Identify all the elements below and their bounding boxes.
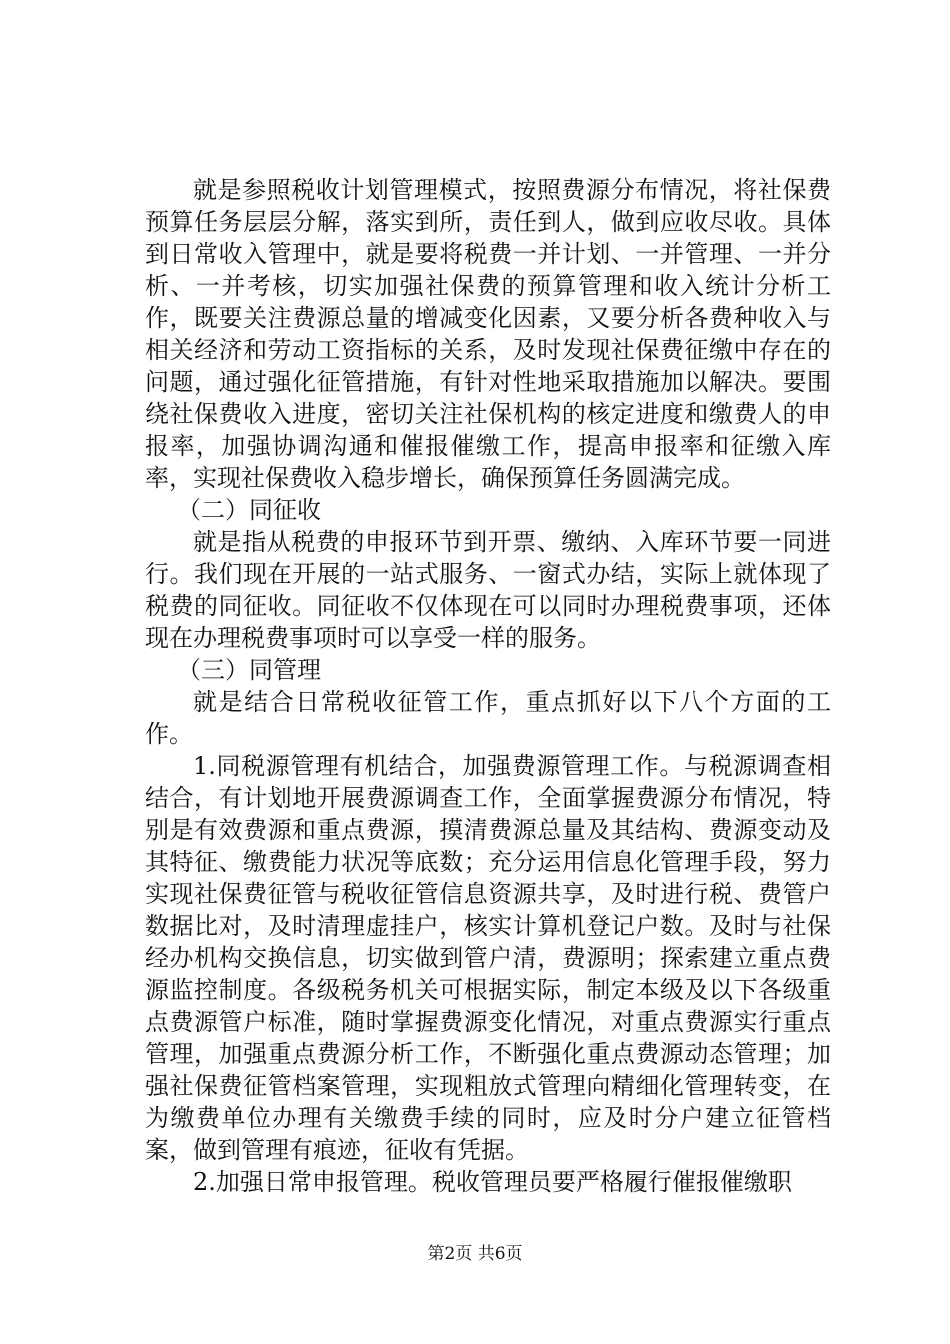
paragraph-item-1: 1.同税源管理有机结合，加强费源管理工作。与税源调查相结合，有计划地开展费源调查工作，全面掌握费源分布情况，特别是有效费源和重点费源，摸清费源总量及其结构、费源变动及其特征、缴费能力状况等底数；充分运用信息化管理手段，努力实现社保费征管与税收征管信息资源共享，及时进行税、费管户数据比对，及时清理虚挂户，核实计算机登记户数。及时与社保经办机构交换信息，切实做到管户清，费源明；探索建立重点费源监控制度。各级税务机关可根据实际，制定本级及以下各级重点费源管户标准，随时掌握费源变化情况，对重点费源实行重点管理，加强重点费源分析工作，不断强化重点费源动态管理；加强社保费征管档案管理，实现粗放式管理向精细化管理转变，在为缴费单位办理有关缴费手续的同时，应及时分户建立征管档案，做到管理有痕迹，征收有凭据。 [145, 752, 831, 1164]
page-footer: 第2页 共6页 [427, 1244, 523, 1264]
section-heading-collection: （二）同征收 [177, 496, 321, 524]
paragraph-management-intro: 就是结合日常税收征管工作，重点抓好以下八个方面的工作。 [145, 688, 831, 748]
section-heading-management: （三）同管理 [177, 656, 321, 684]
paragraph-plan-management: 就是参照税收计划管理模式，按照费源分布情况，将社保费预算任务层层分解，落实到所，责任到人，做到应收尽收。具体到日常收入管理中，就是要将税费一并计划、一并管理、一并分析、一并考核，切实加强社保费的预算管理和收入统计分析工作，既要关注费源总量的增减变化因素，又要分析各费种收入与相关经济和劳动工资指标的关系，及时发现社保费征缴中存在的问题，通过强化征管措施，有针对性地采取措施加以解决。要围绕社保费收入进度，密切关注社保机构的核定进度和缴费人的申报率，加强协调沟通和催报催缴工作，提高申报率和征缴入库率，实现社保费收入稳步增长，确保预算任务圆满完成。 [145, 176, 831, 492]
document-body [145, 174, 831, 1198]
paragraph-collection: 就是指从税费的申报环节到开票、缴纳、入库环节要一同进行。我们现在开展的一站式服务、一窗式办结，实际上就体现了税费的同征收。同征收不仅体现在可以同时办理税费事项，还体现在办理税费事项时可以享受一样的服务。 [145, 528, 831, 652]
paragraph-item-2: 2.加强日常申报管理。税收管理员要严格履行催报催缴职 [193, 1168, 792, 1196]
